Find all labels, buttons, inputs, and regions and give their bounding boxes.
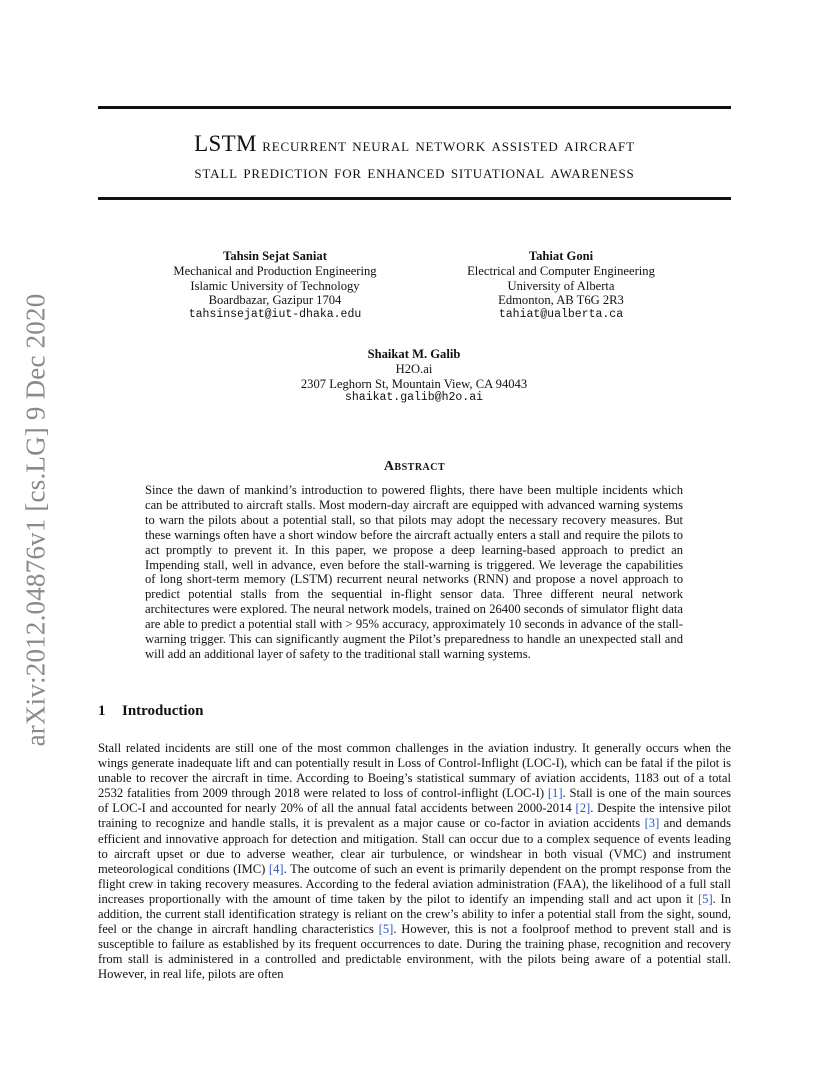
author-name: Tahiat Goni [528,249,594,263]
author-org: University of Alberta [507,278,615,293]
intro-text: . In addition, the current stall identification strategy is reliant on the crew’s ability to infer a potential stall from the sight, sound, feel or the change in aircraft handling characteristics [98,891,731,937]
citation-link[interactable]: [1] [547,786,563,801]
author-dept: Electrical and Computer Engineering [467,263,655,278]
abstract-text: Since the dawn of mankind’s introduction to powered flights, there have been multiple incidents which can be attributed to aircraft stalls. Most modern-day aircraft are equipped with advanced warning systems to warn the pilots about a potential stall, so that pilots may adopt the necessary recovery measures. But these warnings often have a short window before the aircraft actually enters a stall and require the pilots to act promptly to prevent it. In this paper, we propose a deep learning-based approach to predict an Impending stall, well in advance, even before the stall-warning is triggered. We leverage the capabilities of long short-term memory (LSTM) recurrent neural networks (RNN) and propose a novel approach to predict potential stalls from the sequential in-flight sensor data. Three different neural network architectures were explored. The neural network models, trained on 26400 seconds of simulator flight data are able to predict a potential stall with > 95% accuracy, approximately 10 seconds in advance of the stall-warning trigger. This can significantly augment the Pilot’s preparedness to handle an unexpected stall and will add an additional layer of safety to the traditional stall warning systems. [145,483,683,661]
intro-text: . Stall is one of the main sources of LOC-I and accounted for nearly 20% of all the annual fatal accidents between 2000-2014 [98,786,731,816]
author-address: Edmonton, AB T6G 2R3 [498,293,624,308]
intro-text: and demands efficient and innovative approach for detection and mitigation. Stall can occur due to a complex sequence of events leading to aircraft upset or due to adverse weather, clear air turbulence, or windshear in both visual (VMC) and instrument meteorological conditions (IMC) [98,816,731,876]
author-email[interactable]: tahsinsejat@iut-dhaka.edu [188,308,362,322]
author-email[interactable]: shaikat.galib@h2o.ai [344,391,484,405]
section-heading-introduction [98,703,203,720]
citation-link[interactable]: [5] [378,922,394,937]
title-line-1 [98,130,731,159]
author-org: H2O.ai [395,361,433,376]
title-line-2: stall prediction for enhanced situational awareness [194,162,635,183]
section-title: Introduction [122,703,204,719]
author-name: Tahsin Sejat Saniat [223,249,327,263]
author-address: 2307 Leghorn St, Mountain View, CA 94043 [300,376,528,391]
citation-link[interactable]: [5] [697,891,713,906]
intro-text: . The outcome of such an event is primarily dependent on the prompt response from the flight crew in taking recovery measures. According to the federal aviation administration (FAA), the likelihood of a full stall increases proportionally with the amount of time taken by the pilot to identify an impending stall and act upon it [98,861,731,906]
intro-text: Stall related incidents are still one of the most common challenges in the aviation industry. It generally occurs when the wings generate inadequate lift and can potentially result in Loss of Control-Inflight (LOC-I), which can be fatal if the pilot is unable to recover the aircraft in time. According to Boeing’s statistical summary of aviation accidents, 1183 out of a total 2532 fatalities from 2009 through 2018 were related to loss of control-inflight (LOC-I) [98,741,731,801]
paper-title [98,130,731,186]
author-org: Islamic University of Technology [190,278,360,293]
author-block-1 [125,249,425,323]
title-rule-bottom [98,197,731,200]
section-number: 1 [98,703,106,719]
author-email[interactable]: tahiat@ualberta.ca [498,308,624,322]
citation-link[interactable]: [2] [575,801,591,816]
author-dept: Mechanical and Production Engineering [173,263,377,278]
title-acronym: LSTM [194,131,257,156]
citation-link[interactable]: [3] [644,816,660,831]
author-address: Boardbazar, Gazipur 1704 [208,293,342,308]
intro-text: . Despite the intensive pilot training to recognize and handle stalls, it is prevalent as a major cause or co-factor in aviation accidents [98,801,731,831]
author-block-3 [264,347,564,406]
citation-link[interactable]: [4] [268,861,284,876]
introduction-paragraph [98,741,731,983]
abstract-heading: Abstract [383,459,446,474]
title-rule-top [98,106,731,109]
arxiv-stamp: arXiv:2012.04876v1 [cs.LG] 9 Dec 2020 [20,293,51,747]
author-name: Shaikat M. Galib [367,347,461,361]
intro-text: . However, this is not a foolproof method to prevent stall and is susceptible to failure as established by its frequent occurrences to date. During the training phase, recognition and recovery from stall is administered in a controlled and predictable environment, with the pilots being aware of a potential stall. However, in real life, pilots are often [98,922,731,982]
title-line-1-rest: recurrent neural network assisted aircraft [262,135,635,156]
author-block-2 [411,249,711,323]
